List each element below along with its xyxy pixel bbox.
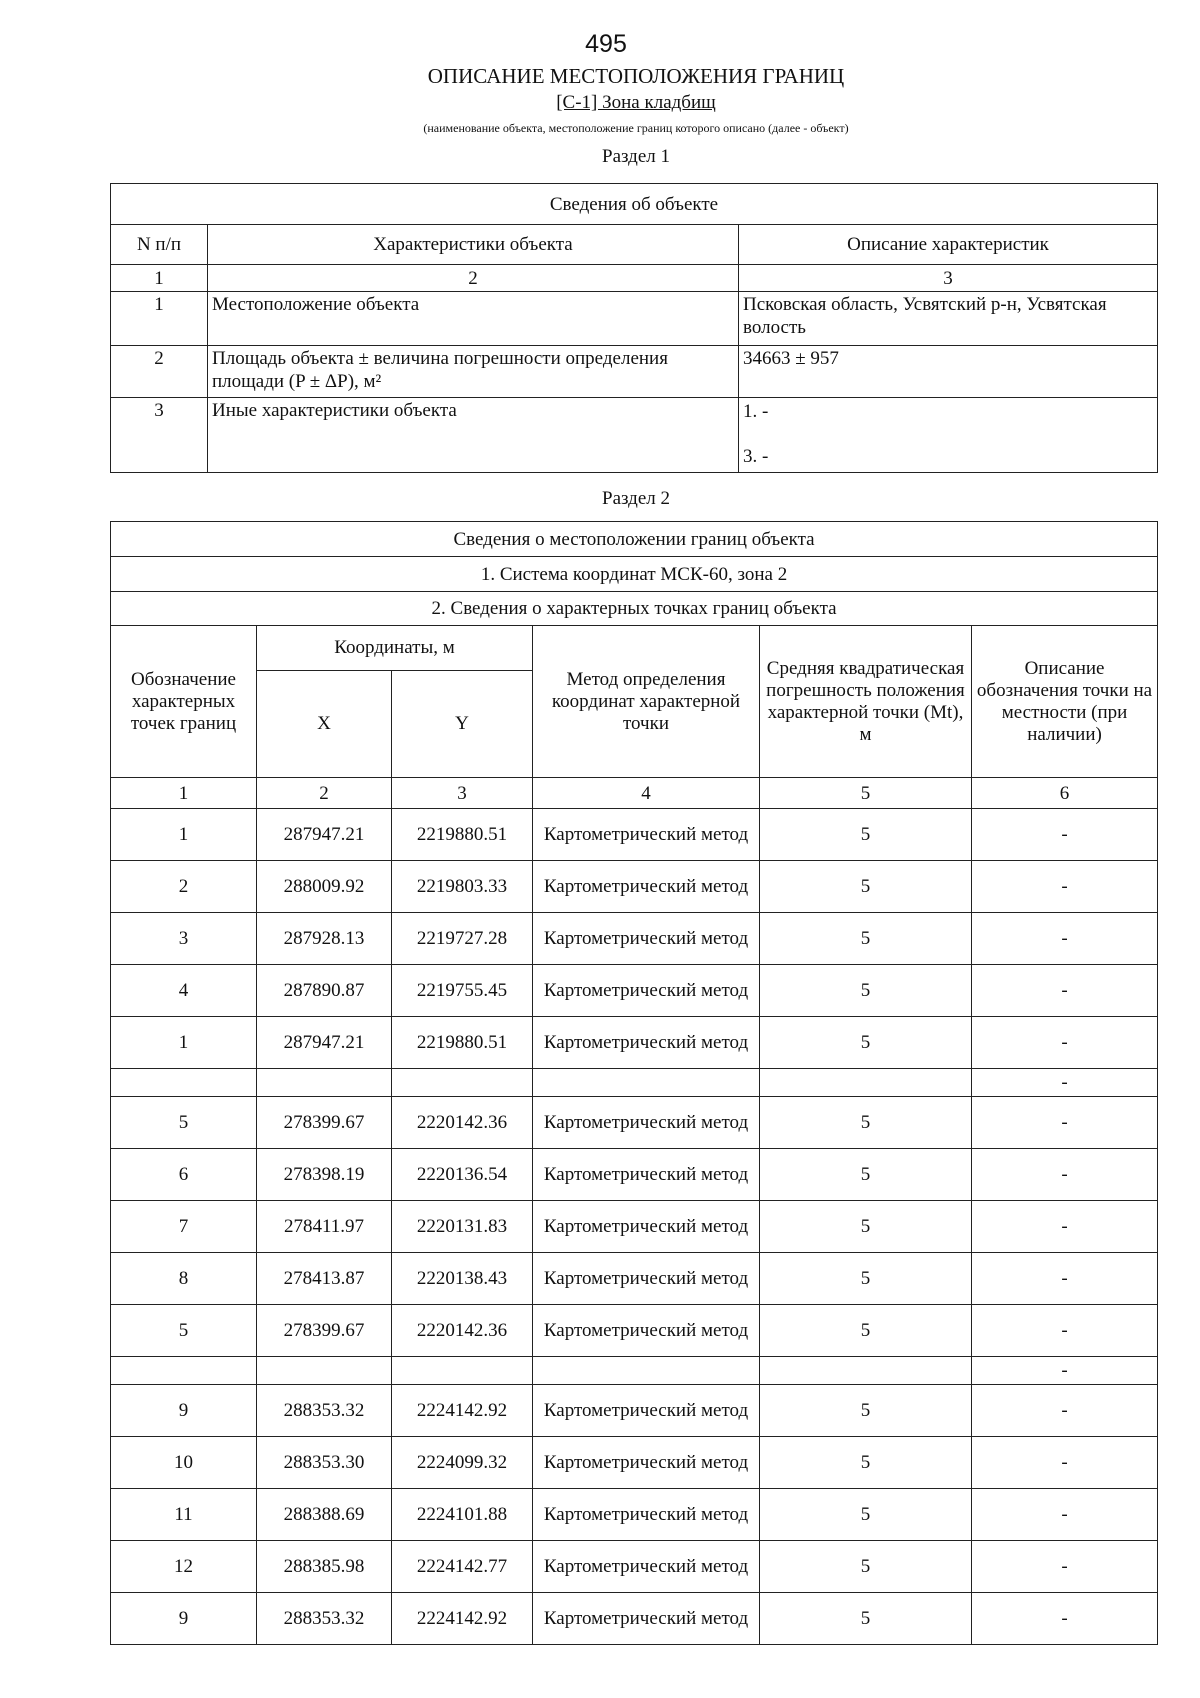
point-y: 2220138.43 bbox=[392, 1253, 533, 1305]
point-id: 12 bbox=[111, 1541, 257, 1593]
point-x: 288385.98 bbox=[257, 1541, 392, 1593]
table-row bbox=[111, 1489, 1158, 1541]
col-number: 6 bbox=[972, 778, 1158, 809]
point-error: 5 bbox=[760, 1017, 972, 1069]
table-row bbox=[111, 1069, 1158, 1097]
point-x: 278413.87 bbox=[257, 1253, 392, 1305]
section1-label: Раздел 1 bbox=[602, 146, 670, 167]
table-row bbox=[111, 809, 1158, 861]
point-method: Картометрический метод bbox=[533, 913, 760, 965]
table-row bbox=[111, 1541, 1158, 1593]
point-error: 5 bbox=[760, 1489, 972, 1541]
point-y: 2219727.28 bbox=[392, 913, 533, 965]
table-row bbox=[111, 1149, 1158, 1201]
point-id: 2 bbox=[111, 861, 257, 913]
table-row bbox=[111, 1305, 1158, 1357]
point-x: 287947.21 bbox=[257, 1017, 392, 1069]
point-y: 2219755.45 bbox=[392, 965, 533, 1017]
table-row bbox=[111, 1593, 1158, 1645]
point-y: 2220142.36 bbox=[392, 1097, 533, 1149]
point-description: - bbox=[972, 1437, 1158, 1489]
point-x: 288388.69 bbox=[257, 1489, 392, 1541]
point-x: 287890.87 bbox=[257, 965, 392, 1017]
table-row bbox=[111, 1097, 1158, 1149]
point-y: 2219803.33 bbox=[392, 861, 533, 913]
point-error bbox=[760, 1357, 972, 1385]
point-error: 5 bbox=[760, 1253, 972, 1305]
point-method: Картометрический метод bbox=[533, 809, 760, 861]
point-error: 5 bbox=[760, 1593, 972, 1645]
header-number: N п/п bbox=[111, 225, 208, 265]
point-method: Картометрический метод bbox=[533, 1149, 760, 1201]
col-number: 1 bbox=[111, 265, 208, 292]
points-body bbox=[111, 809, 1158, 1645]
point-description: - bbox=[972, 1097, 1158, 1149]
row-number: 2 bbox=[111, 346, 208, 398]
header-point-description: Описание обозначения точки на местности (при наличии) bbox=[972, 626, 1158, 778]
point-error bbox=[760, 1069, 972, 1097]
point-id: 5 bbox=[111, 1097, 257, 1149]
point-x bbox=[257, 1069, 392, 1097]
point-method: Картометрический метод bbox=[533, 965, 760, 1017]
point-id: 9 bbox=[111, 1385, 257, 1437]
point-error: 5 bbox=[760, 1305, 972, 1357]
row-characteristic: Площадь объекта ± величина погрешности определения площади (P ± ΔP), м² bbox=[208, 346, 739, 398]
point-error: 5 bbox=[760, 1201, 972, 1253]
page-number: 495 bbox=[585, 30, 627, 58]
point-description: - bbox=[972, 1305, 1158, 1357]
point-error: 5 bbox=[760, 1541, 972, 1593]
header-y: Y bbox=[392, 671, 533, 778]
table-row bbox=[111, 292, 1158, 346]
point-method: Картометрический метод bbox=[533, 861, 760, 913]
point-id bbox=[111, 1357, 257, 1385]
col-number: 3 bbox=[739, 265, 1158, 292]
header-coordinates: Координаты, м bbox=[257, 626, 533, 671]
table-row bbox=[111, 965, 1158, 1017]
point-x: 287947.21 bbox=[257, 809, 392, 861]
other-characteristic-1: 1. - bbox=[743, 401, 769, 422]
header-error: Средняя квадратическая погрешность положения характерной точки (Mt), м bbox=[760, 626, 972, 778]
point-description: - bbox=[972, 1201, 1158, 1253]
col-number: 3 bbox=[392, 778, 533, 809]
point-x: 278411.97 bbox=[257, 1201, 392, 1253]
point-method: Картометрический метод bbox=[533, 1489, 760, 1541]
point-y bbox=[392, 1069, 533, 1097]
section2-label: Раздел 2 bbox=[602, 488, 670, 509]
col-number: 5 bbox=[760, 778, 972, 809]
row-description bbox=[739, 398, 1158, 473]
point-y: 2224142.77 bbox=[392, 1541, 533, 1593]
point-x: 278398.19 bbox=[257, 1149, 392, 1201]
object-info-table bbox=[110, 183, 1158, 473]
point-method bbox=[533, 1069, 760, 1097]
point-method: Картометрический метод bbox=[533, 1305, 760, 1357]
points-title: 2. Сведения о характерных точках границ объекта bbox=[111, 592, 1158, 626]
point-method bbox=[533, 1357, 760, 1385]
point-error: 5 bbox=[760, 965, 972, 1017]
point-description: - bbox=[972, 809, 1158, 861]
header-description: Описание характеристик bbox=[739, 225, 1158, 265]
object-name-text: [С-1] Зона кладбищ bbox=[556, 92, 716, 113]
point-method: Картометрический метод bbox=[533, 1437, 760, 1489]
point-x: 287928.13 bbox=[257, 913, 392, 965]
point-method: Картометрический метод bbox=[533, 1385, 760, 1437]
point-y: 2219880.51 bbox=[392, 809, 533, 861]
header-designation: Обозначение характерных точек границ bbox=[111, 626, 257, 778]
point-id: 3 bbox=[111, 913, 257, 965]
point-id: 6 bbox=[111, 1149, 257, 1201]
point-y: 2220131.83 bbox=[392, 1201, 533, 1253]
point-id: 5 bbox=[111, 1305, 257, 1357]
point-method: Картометрический метод bbox=[533, 1541, 760, 1593]
point-error: 5 bbox=[760, 913, 972, 965]
col-number: 1 bbox=[111, 778, 257, 809]
row-characteristic: Местоположение объекта bbox=[208, 292, 739, 346]
object-name-note: (наименование объекта, местоположение границ которого описано (далее - объект) bbox=[423, 121, 849, 135]
point-x bbox=[257, 1357, 392, 1385]
point-method: Картометрический метод bbox=[533, 1097, 760, 1149]
table-row bbox=[111, 1017, 1158, 1069]
point-id: 8 bbox=[111, 1253, 257, 1305]
point-error: 5 bbox=[760, 1097, 972, 1149]
point-x: 288353.32 bbox=[257, 1593, 392, 1645]
point-y: 2220142.36 bbox=[392, 1305, 533, 1357]
col-number: 2 bbox=[257, 778, 392, 809]
boundary-points-table bbox=[110, 521, 1158, 1645]
point-id: 11 bbox=[111, 1489, 257, 1541]
point-description: - bbox=[972, 861, 1158, 913]
point-description: - bbox=[972, 1593, 1158, 1645]
point-error: 5 bbox=[760, 809, 972, 861]
point-y: 2224101.88 bbox=[392, 1489, 533, 1541]
table-row bbox=[111, 1253, 1158, 1305]
point-description: - bbox=[972, 1385, 1158, 1437]
point-id: 1 bbox=[111, 1017, 257, 1069]
object-name bbox=[0, 92, 1200, 114]
point-error: 5 bbox=[760, 1385, 972, 1437]
table-row bbox=[111, 861, 1158, 913]
row-number: 1 bbox=[111, 292, 208, 346]
header-x: X bbox=[257, 671, 392, 778]
point-x: 278399.67 bbox=[257, 1097, 392, 1149]
coord-system: 1. Система координат МСК-60, зона 2 bbox=[111, 557, 1158, 592]
table-row bbox=[111, 1357, 1158, 1385]
point-y: 2220136.54 bbox=[392, 1149, 533, 1201]
point-y: 2224142.92 bbox=[392, 1385, 533, 1437]
point-x: 278399.67 bbox=[257, 1305, 392, 1357]
point-description: - bbox=[972, 1541, 1158, 1593]
point-y: 2224142.92 bbox=[392, 1593, 533, 1645]
object-info-title: Сведения об объекте bbox=[111, 184, 1158, 225]
point-x: 288009.92 bbox=[257, 861, 392, 913]
point-x: 288353.30 bbox=[257, 1437, 392, 1489]
table-row bbox=[111, 398, 1158, 473]
point-error: 5 bbox=[760, 861, 972, 913]
point-id: 7 bbox=[111, 1201, 257, 1253]
other-characteristic-3: 3. - bbox=[743, 446, 769, 467]
point-description: - bbox=[972, 1149, 1158, 1201]
point-description: - bbox=[972, 1017, 1158, 1069]
point-description: - bbox=[972, 965, 1158, 1017]
row-characteristic: Иные характеристики объекта bbox=[208, 398, 739, 473]
point-error: 5 bbox=[760, 1437, 972, 1489]
point-y bbox=[392, 1357, 533, 1385]
point-method: Картометрический метод bbox=[533, 1201, 760, 1253]
point-method: Картометрический метод bbox=[533, 1253, 760, 1305]
point-method: Картометрический метод bbox=[533, 1593, 760, 1645]
point-method: Картометрический метод bbox=[533, 1017, 760, 1069]
boundaries-title: Сведения о местоположении границ объекта bbox=[111, 522, 1158, 557]
point-description: - bbox=[972, 1069, 1158, 1097]
header-method: Метод определения координат характерной точки bbox=[533, 626, 760, 778]
point-description: - bbox=[972, 913, 1158, 965]
col-number: 2 bbox=[208, 265, 739, 292]
point-y: 2224099.32 bbox=[392, 1437, 533, 1489]
row-number: 3 bbox=[111, 398, 208, 473]
point-description: - bbox=[972, 1357, 1158, 1385]
point-y: 2219880.51 bbox=[392, 1017, 533, 1069]
point-x: 288353.32 bbox=[257, 1385, 392, 1437]
row-description: Псковская область, Усвятский р-н, Усвятская волость bbox=[739, 292, 1158, 346]
table-row bbox=[111, 346, 1158, 398]
point-id: 9 bbox=[111, 1593, 257, 1645]
table-row bbox=[111, 913, 1158, 965]
point-description: - bbox=[972, 1253, 1158, 1305]
document-title: ОПИСАНИЕ МЕСТОПОЛОЖЕНИЯ ГРАНИЦ bbox=[427, 64, 845, 88]
point-id bbox=[111, 1069, 257, 1097]
point-id: 10 bbox=[111, 1437, 257, 1489]
row-description: 34663 ± 957 bbox=[739, 346, 1158, 398]
point-id: 1 bbox=[111, 809, 257, 861]
point-error: 5 bbox=[760, 1149, 972, 1201]
point-description: - bbox=[972, 1489, 1158, 1541]
header-characteristics: Характеристики объекта bbox=[208, 225, 739, 265]
table-row bbox=[111, 1385, 1158, 1437]
point-id: 4 bbox=[111, 965, 257, 1017]
table-row bbox=[111, 1437, 1158, 1489]
table-row bbox=[111, 1201, 1158, 1253]
col-number: 4 bbox=[533, 778, 760, 809]
